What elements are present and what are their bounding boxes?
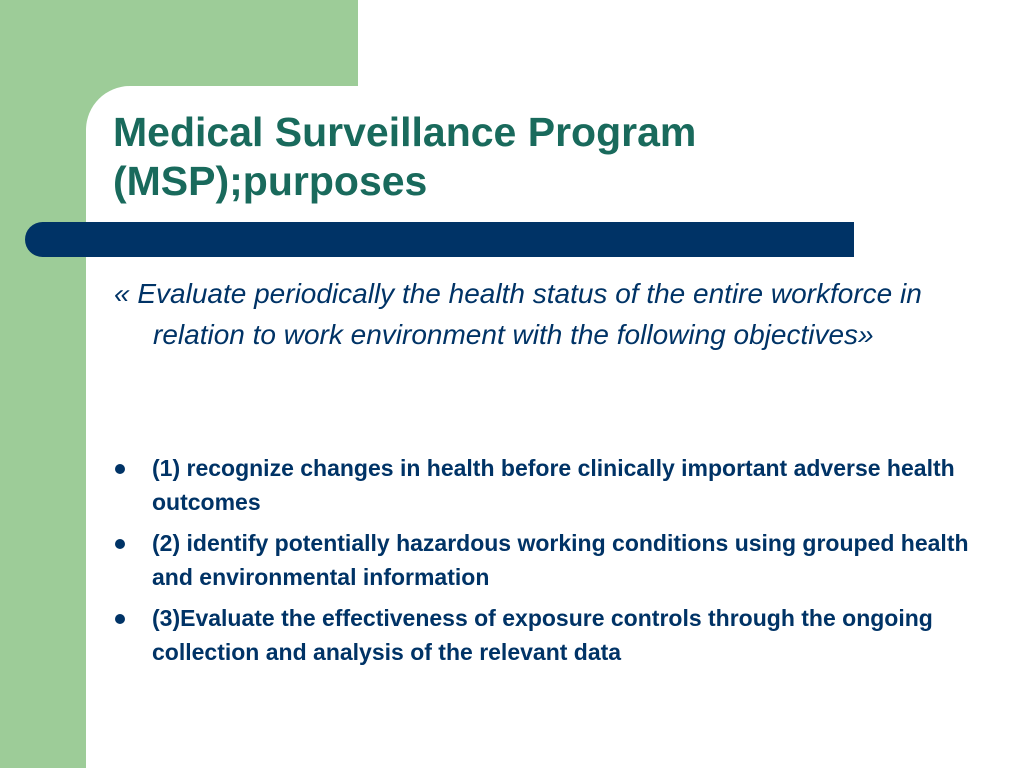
bullet-dot-icon [115, 464, 125, 474]
slide-title-line-2: (MSP);purposes [113, 158, 428, 204]
list-item [112, 451, 972, 519]
list-item-text: (1) recognize changes in health before clinically important adverse health outcomes [152, 455, 955, 515]
bullet-dot-icon [115, 539, 125, 549]
decorative-divider-bar [25, 222, 854, 257]
list-item [112, 526, 972, 594]
list-item [112, 601, 972, 669]
intro-paragraph: « Evaluate periodically the health status of the entire workforce in relation to work environment with the following objectives» [114, 278, 922, 350]
list-item-text: (3)Evaluate the effectiveness of exposure controls through the ongoing collection and analysis of the relevant data [152, 605, 933, 665]
decorative-green-panel-left [0, 0, 86, 768]
bullet-dot-icon [115, 614, 125, 624]
slide-title-line-1: Medical Surveillance Program [113, 109, 697, 155]
list-item-text: (2) identify potentially hazardous working conditions using grouped health and environmental information [152, 530, 969, 590]
objectives-list [112, 451, 972, 676]
slide-title [113, 108, 973, 206]
